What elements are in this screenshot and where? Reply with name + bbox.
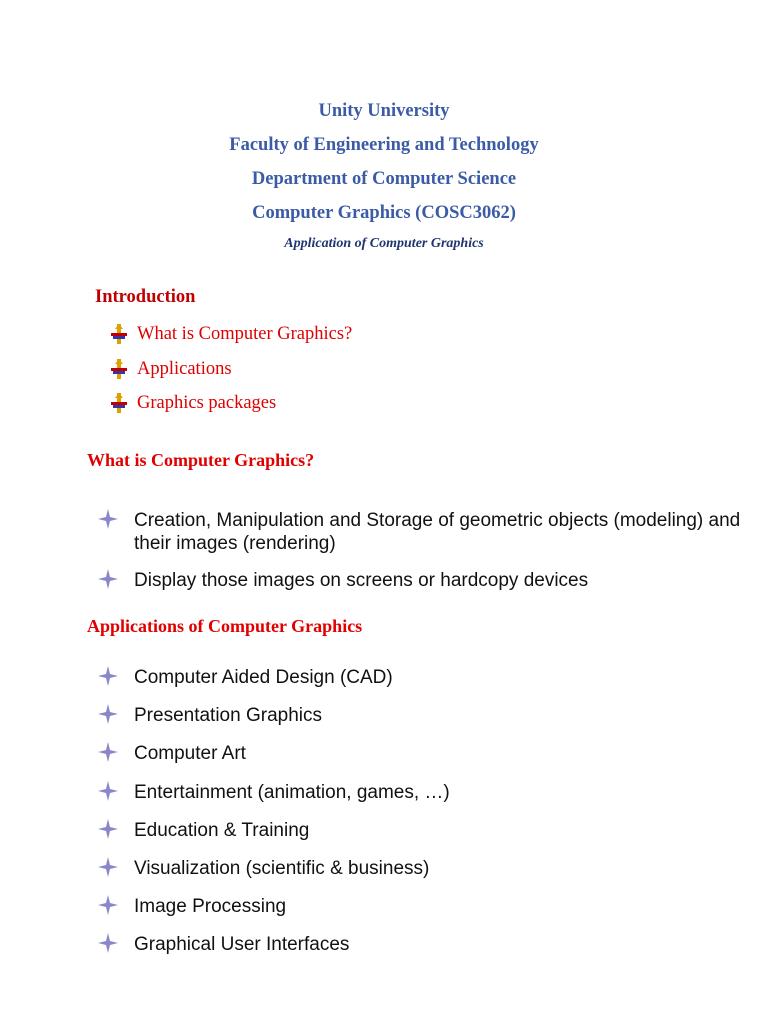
- four-point-star-bullet-icon: [98, 819, 118, 839]
- list-item: [98, 742, 698, 780]
- four-point-star-bullet-icon: [98, 742, 118, 762]
- toc-item: [110, 322, 352, 357]
- list-item-text: Computer Aided Design (CAD): [134, 667, 393, 688]
- list-item-text: Visualization (scientific & business): [134, 857, 430, 879]
- list-item-text: Entertainment (animation, games, …): [134, 781, 450, 803]
- four-point-star-bullet-icon: [98, 704, 118, 724]
- introduction-heading: Introduction: [95, 287, 196, 307]
- four-point-star-bullet-icon: [98, 857, 118, 877]
- list-item: [98, 569, 748, 609]
- toc-item: [110, 357, 352, 392]
- list-item: [98, 666, 698, 704]
- list-item-text: Image Processing: [134, 896, 287, 918]
- four-point-star-bullet-icon: [98, 509, 118, 529]
- toc-item: [110, 391, 352, 426]
- list-item: [98, 704, 698, 742]
- applications-list: [98, 666, 698, 972]
- what-is-heading: What is Computer Graphics?: [87, 450, 315, 470]
- toc-item-label: Graphics packages: [137, 393, 277, 413]
- toc-item-label: What is Computer Graphics?: [137, 324, 353, 344]
- list-item: [98, 819, 698, 857]
- toc-item-label: Applications: [137, 358, 232, 379]
- course-title: Computer Graphics (COSC3062): [252, 203, 516, 223]
- cross-arrow-bullet-icon: [110, 324, 128, 344]
- department-name: Department of Computer Science: [251, 169, 517, 189]
- applications-heading: Applications of Computer Graphics: [87, 616, 363, 636]
- what-is-list: [98, 509, 748, 609]
- list-item-text: Display those images on screens or hardcopy devices: [134, 570, 589, 591]
- four-point-star-bullet-icon: [98, 666, 118, 686]
- list-item: [98, 509, 748, 569]
- list-item-text: Creation, Manipulation and Storage of geometric objects (modeling) and their images (rendering): [134, 510, 741, 554]
- list-item: [98, 781, 698, 819]
- list-item: [98, 857, 698, 895]
- cross-arrow-bullet-icon: [110, 359, 128, 379]
- document-header: [0, 98, 768, 254]
- list-item-text: Presentation Graphics: [134, 705, 322, 727]
- list-item: [98, 895, 698, 933]
- list-item-text: Graphical User Interfaces: [134, 934, 350, 956]
- four-point-star-bullet-icon: [98, 933, 118, 953]
- university-name: Unity University: [318, 101, 450, 121]
- faculty-name: Faculty of Engineering and Technology: [229, 135, 539, 155]
- cross-arrow-bullet-icon: [110, 393, 128, 413]
- introduction-toc: [110, 322, 352, 426]
- list-item: [98, 933, 698, 971]
- document-subtitle: Application of Computer Graphics: [284, 236, 484, 251]
- list-item-text: Education & Training: [134, 819, 310, 841]
- four-point-star-bullet-icon: [98, 895, 118, 915]
- list-item-text: Computer Art: [134, 743, 246, 765]
- four-point-star-bullet-icon: [98, 781, 118, 801]
- four-point-star-bullet-icon: [98, 569, 118, 589]
